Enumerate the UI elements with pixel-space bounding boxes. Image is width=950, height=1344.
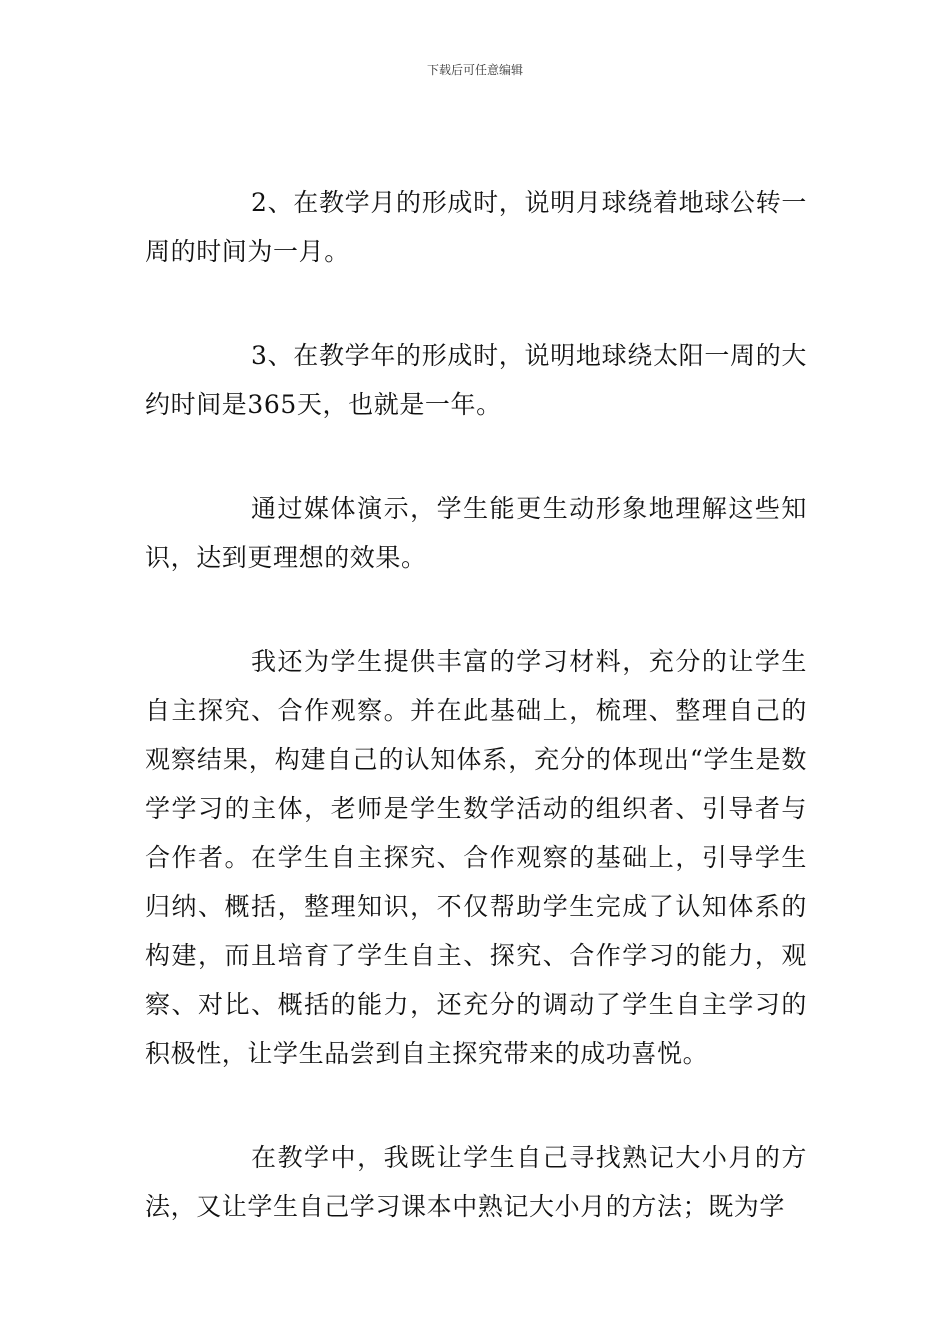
paragraph-materials: 我还为学生提供丰富的学习材料，充分的让学生自主探究、合作观察。并在此基础上，梳理、整理自己的观察结果，构建自己的认知体系，充分的体现出“学生是数学学习的主体，老师是学生数学活动的组织者、引导者与合作者。在学生自主探究、合作观察的基础上，引导学生归纳、概括，整理知识，不仅帮助学生完成了认知体系的构建，而且培育了学生自主、探究、合作学习的能力，观察、对比、概括的能力，还充分的调动了学生自主学习的积极性，让学生品尝到自主探究带来的成功喜悦。 [145, 647, 807, 1068]
paragraph-methods: 在教学中，我既让学生自己寻找熟记大小月的方法，又让学生自己学习课本中熟记大小月的方法；既为学 [145, 1143, 807, 1221]
document-body [145, 178, 807, 1286]
page-header: 下载后可任意编辑 [426, 63, 523, 77]
paragraph-month: 2、在教学月的形成时，说明月球绕着地球公转一周的时间为一月。 [145, 188, 807, 266]
paragraph-media: 通过媒体演示，学生能更生动形象地理解这些知识，达到更理想的效果。 [145, 494, 807, 572]
paragraph-year: 3、在教学年的形成时，说明地球绕太阳一周的大约时间是365天，也就是一年。 [145, 341, 807, 419]
